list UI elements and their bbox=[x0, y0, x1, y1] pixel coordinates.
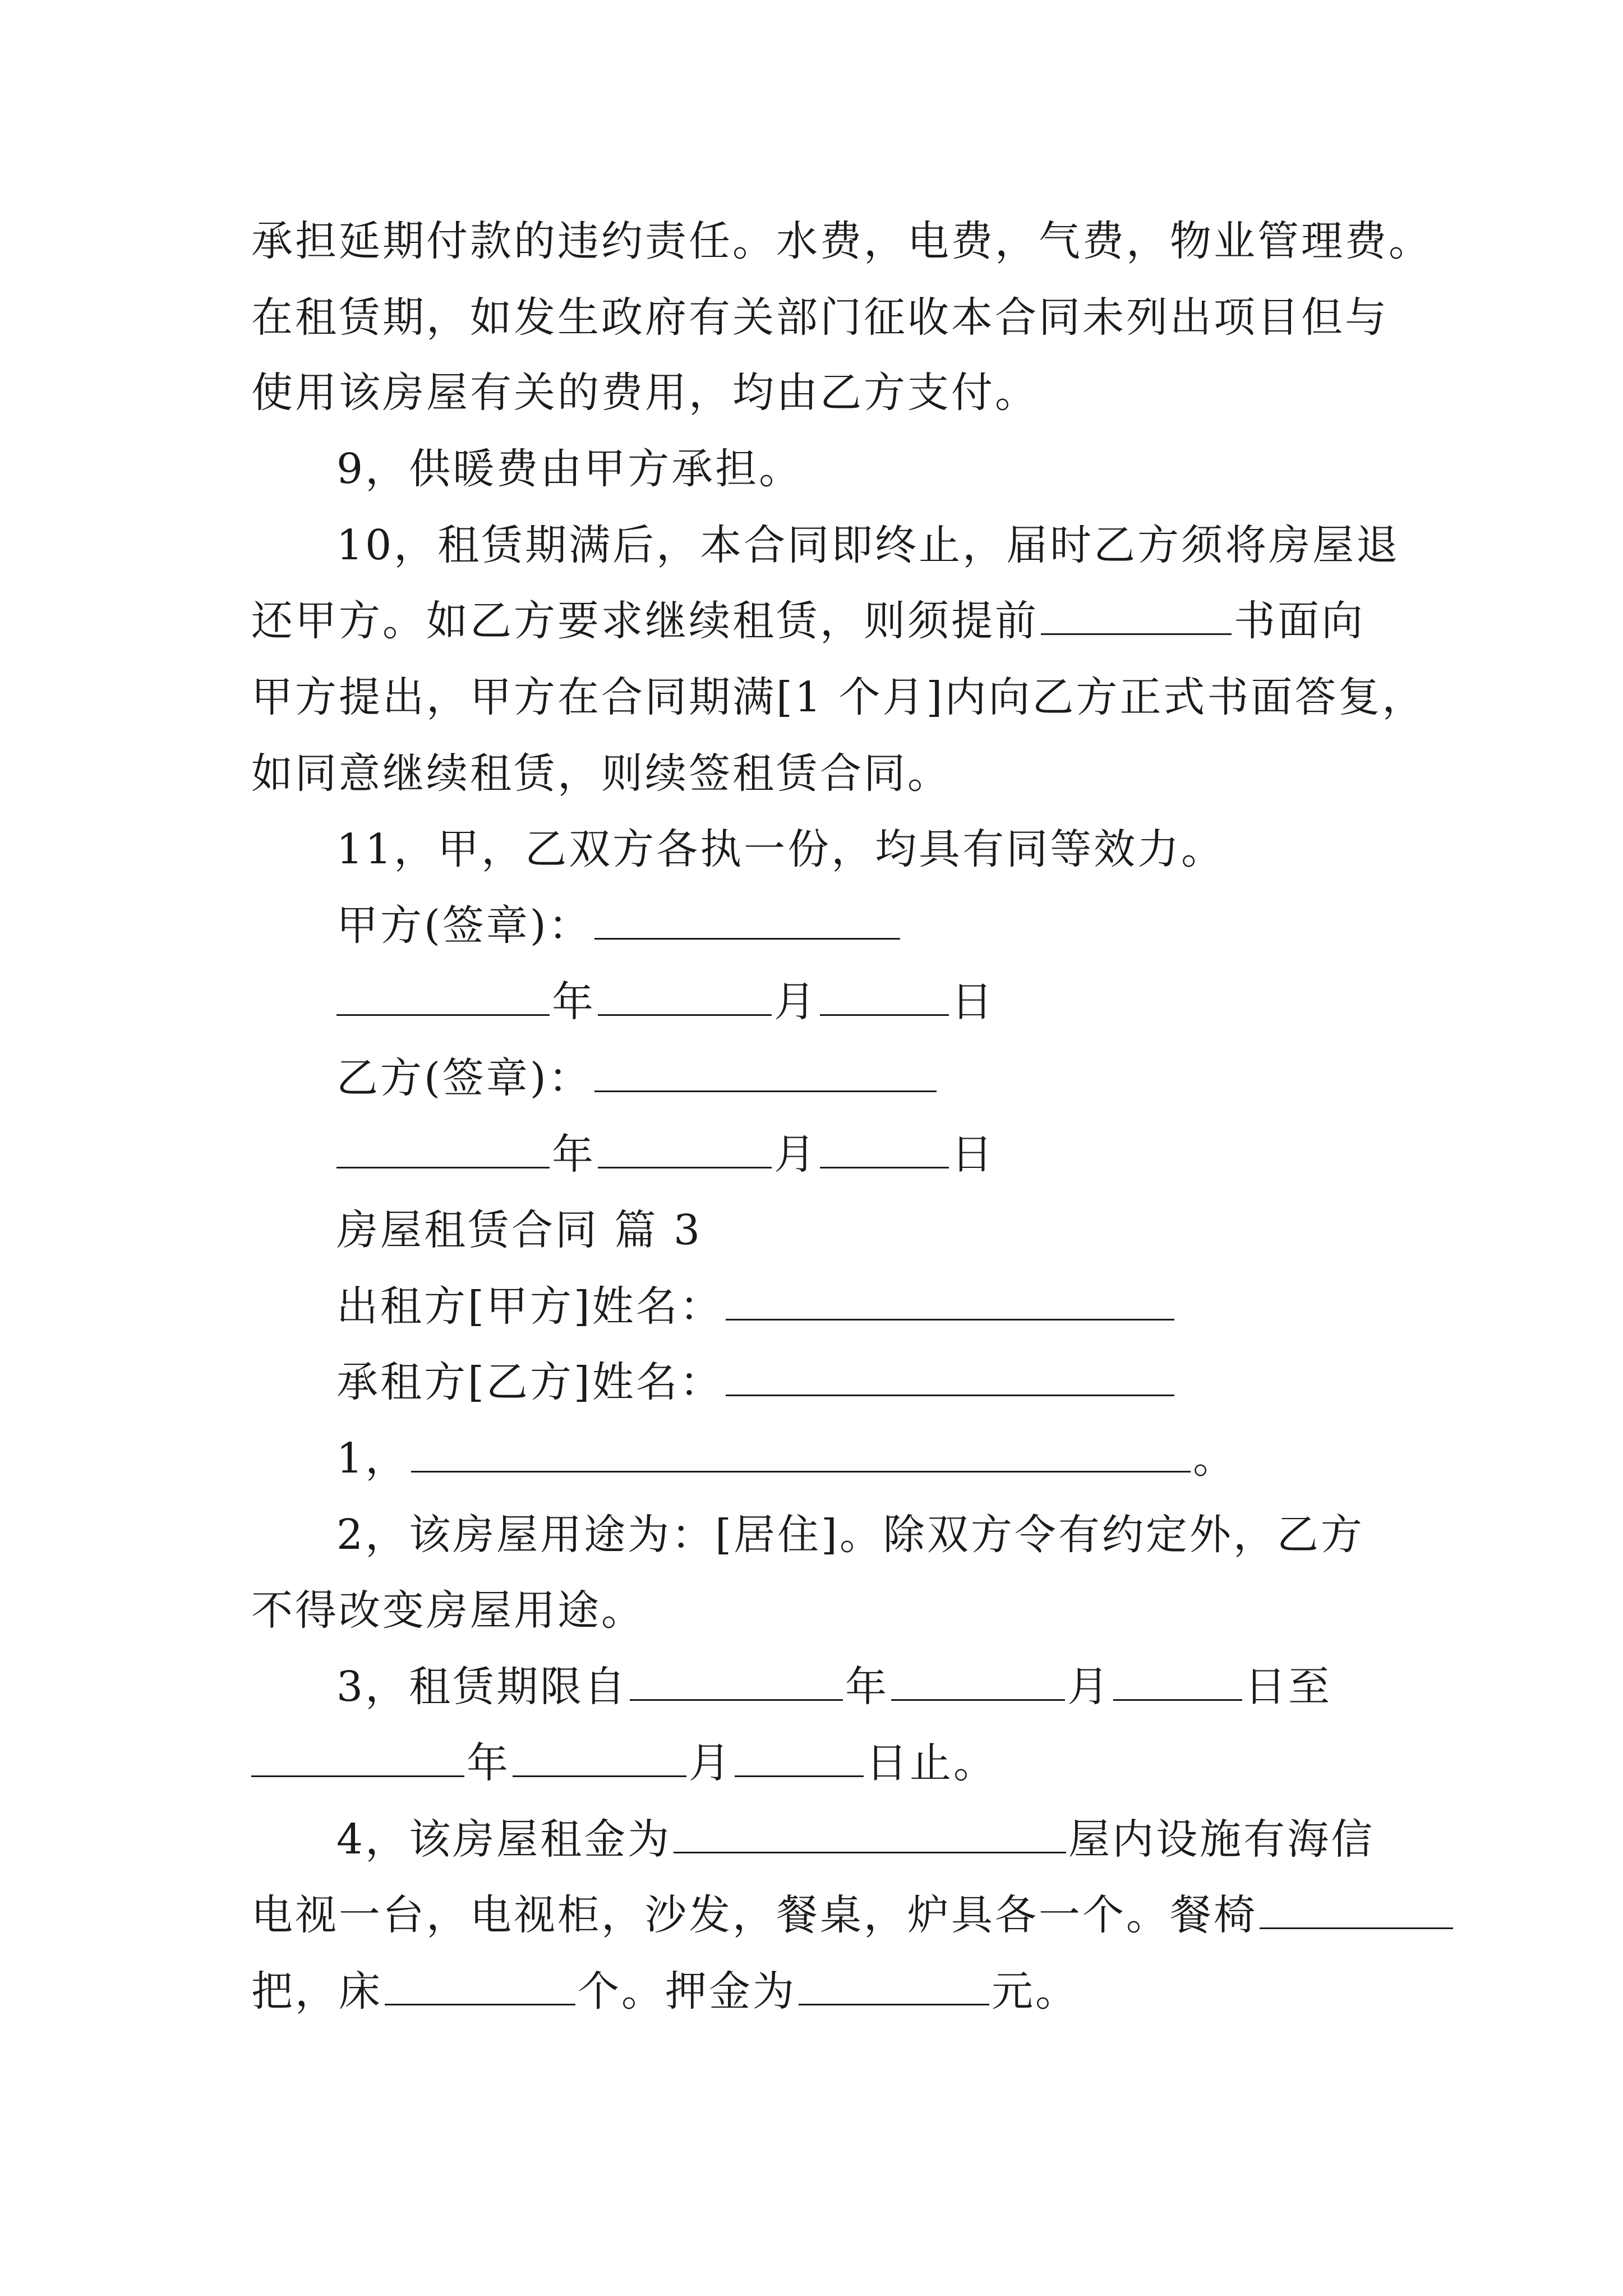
lessee-name: 承租方[乙方]姓名： bbox=[336, 1357, 1177, 1407]
clause-1: 1， 。 bbox=[336, 1434, 1237, 1483]
day-blank bbox=[1113, 1667, 1242, 1701]
paragraph-line: 承担延期付款的违约责任。水费，电费，气费，物业管理费。 bbox=[251, 217, 1432, 265]
fill-blank bbox=[1041, 601, 1232, 635]
year-blank bbox=[336, 1134, 550, 1168]
day-blank bbox=[735, 1743, 864, 1777]
clause-3: 3，租赁期限自 年 月 日至 bbox=[336, 1663, 1332, 1711]
clause-11: 11，甲，乙双方各执一份，均具有同等效力。 bbox=[336, 825, 1225, 873]
party-a-date: 年 月 日 bbox=[336, 977, 995, 1027]
fill-blank bbox=[411, 1438, 1191, 1473]
section-heading: 房屋租赁合同 篇 3 bbox=[336, 1206, 703, 1254]
day-blank bbox=[820, 982, 949, 1016]
clause-9: 9，供暖费由甲方承担。 bbox=[336, 445, 803, 493]
clause-10: 10，租赁期满后，本合同即终止，届时乙方须将房屋退 bbox=[336, 521, 1400, 569]
party-a-signature: 甲方(签章)： bbox=[336, 900, 902, 951]
name-blank bbox=[726, 1362, 1174, 1396]
day-blank bbox=[820, 1134, 949, 1168]
party-b-date: 年 月 日 bbox=[336, 1129, 995, 1180]
paragraph-line: 还甲方。如乙方要求继续租赁，则须提前 书面向 bbox=[251, 597, 1365, 645]
clause-4: 4，该房屋租金为 屋内设施有海信 bbox=[336, 1815, 1375, 1864]
fill-blank bbox=[1260, 1895, 1453, 1929]
month-blank bbox=[513, 1743, 686, 1777]
signature-blank bbox=[594, 905, 900, 940]
lessor-name: 出租方[甲方]姓名： bbox=[336, 1281, 1177, 1332]
paragraph-line: 不得改变房屋用途。 bbox=[251, 1586, 645, 1635]
fill-blank bbox=[385, 1971, 575, 2005]
clause-2: 2，该房屋用途为：[居住]。除双方令有约定外，乙方 bbox=[336, 1511, 1364, 1559]
signature-blank bbox=[594, 1058, 937, 1092]
year-blank bbox=[630, 1667, 843, 1701]
paragraph-line: 使用该房屋有关的费用，均由乙方支付。 bbox=[251, 369, 1039, 417]
party-b-signature: 乙方(签章)： bbox=[336, 1053, 939, 1103]
year-blank bbox=[336, 982, 550, 1016]
name-blank bbox=[726, 1286, 1174, 1320]
paragraph-line: 年 月 日止。 bbox=[251, 1738, 997, 1788]
paragraph-line: 甲方提出，甲方在合同期满[1 个月]内向乙方正式书面答复， bbox=[251, 673, 1426, 721]
deposit-blank bbox=[799, 1971, 989, 2005]
month-blank bbox=[598, 1134, 772, 1168]
rent-blank bbox=[674, 1819, 1066, 1853]
month-blank bbox=[598, 982, 772, 1016]
paragraph-line: 把，床 个。押金为 元。 bbox=[251, 1967, 1079, 2016]
paragraph-line: 如同意继续租赁，则续签租赁合同。 bbox=[251, 749, 951, 798]
paragraph-line: 在租赁期，如发生政府有关部门征收本合同未列出项目但与 bbox=[251, 293, 1389, 342]
year-blank bbox=[251, 1743, 464, 1777]
month-blank bbox=[891, 1667, 1065, 1701]
paragraph-line: 电视一台，电视柜，沙发，餐桌，炉具各一个。餐椅 bbox=[251, 1890, 1455, 1940]
